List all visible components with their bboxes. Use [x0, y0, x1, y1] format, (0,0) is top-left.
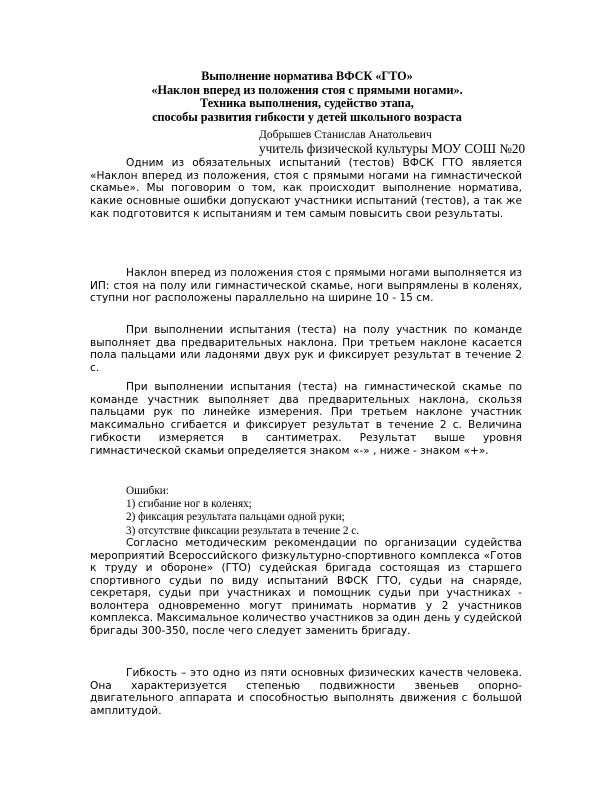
error-item: 2) фиксация результата пальцами одной руки;: [126, 511, 345, 524]
document-title: [95, 70, 519, 124]
errors-heading: Ошибки:: [126, 485, 169, 497]
error-item: 3) отсутствие фиксации результата в течение 2 с.: [126, 524, 359, 537]
paragraph-judging: Согласно методическим рекомендации по организации судейства мероприятий Всероссийского физкультурно-спортивного комплекса «Готов к труду и обороне» (ГТО) судейская бригада состоящая из старшего спортивного судьи по виду испытаний ВФСК ГТО, судьи на снаряде, секретаря, судьи при участниках и помощник судьи при участниках - волонтера одновременно могут принимать норматив у 2 участников комплекса. Максимальное количество участников за один день у судейской бригады 300-350, после чего следует заменить бригаду.: [90, 537, 522, 637]
paragraph-starting-position: Наклон вперед из положения стоя с прямыми ногами выполняется из ИП: стоя на полу или гимнастической скамье, ноги выпрямлены в коленях, ступни ног расположены параллельно на ширине 10 - 15 см.: [90, 267, 522, 305]
error-item: 1) сгибание ног в коленях;: [126, 498, 252, 511]
paragraph-flexibility: Гибкость – это одно из пяти основных физических качеств человека. Она характеризуется степенью подвижности звеньев опорно-двигательного аппарата и способностью выполнять движения с большой амплитудой.: [90, 667, 522, 718]
author-name: Добрышев Станислав Анатольевич: [259, 129, 432, 141]
title-line-3: Техника выполнения, судейство этапа,: [200, 96, 414, 111]
title-line-1: Выполнение норматива ВФСК «ГТО»: [201, 69, 413, 83]
title-line-4: способы развития гибкости у детей школьного возраста: [152, 109, 462, 124]
errors-list: [126, 485, 526, 538]
paragraph-intro: Одним из обязательных испытаний (тестов) ВФСК ГТО является «Наклон вперед из положения, стоя с прямыми ногами на гимнастической скамье». Мы поговорим о том, как происходит выполнение норматива, какие основные ошибки допускают участники испытаний (тестов), а так же как подготовится к испытаниям и тем самым повысить свои результаты.: [90, 157, 522, 220]
title-line-2: «Наклон вперед из положения стоя с прямыми ногами».: [151, 82, 463, 97]
author-block: [259, 128, 529, 157]
paragraph-floor-test: При выполнении испытания (теста) на полу участник по команде выполняет два предварительных наклона. При третьем наклоне касается пола пальцами или ладонями двух рук и фиксирует результат в течение 2 с.: [90, 324, 522, 375]
paragraph-bench-test: При выполнении испытания (теста) на гимнастической скамье по команде участник выполняет два предварительных наклона, скользя пальцами рук по линейке измерения. При третьем наклоне участник максимально сгибается и фиксирует результат в течение 2 с. Величина гибкости измеряется в сантиметрах. Результат выше уровня гимнастической скамьи определяется знаком «-» , ниже - знаком «+».: [90, 381, 522, 457]
author-position: учитель физической культуры МОУ СОШ №20: [259, 141, 526, 156]
